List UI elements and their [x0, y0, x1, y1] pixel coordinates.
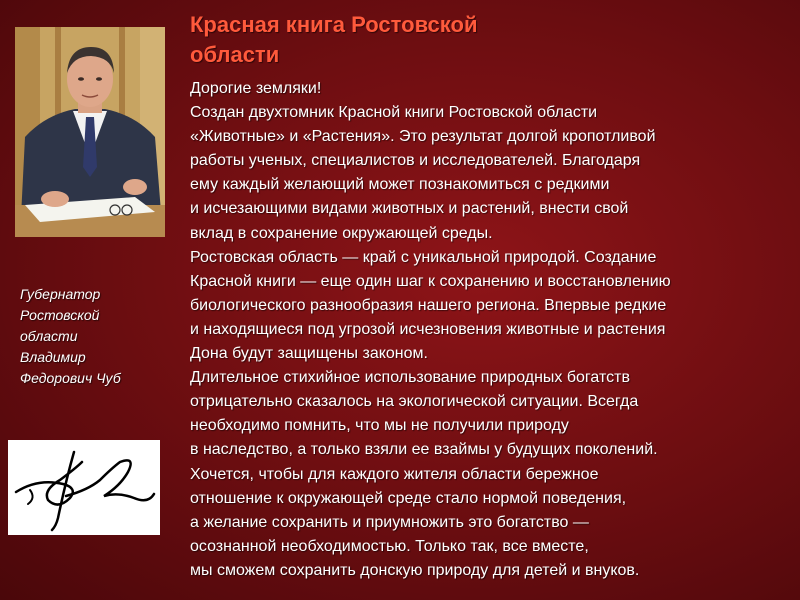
address-text: [190, 77, 790, 583]
title-line-2: области: [190, 42, 280, 67]
signature-image: [8, 440, 160, 535]
text-line: Хочется, чтобы для каждого жителя области бережное: [190, 465, 599, 483]
text-line: Длительное стихийное использование природных богатств: [190, 369, 630, 387]
governor-photo: [15, 27, 165, 237]
caption-line-4: Владимир: [20, 349, 86, 365]
caption-line-5: Федорович Чуб: [20, 370, 121, 386]
text-line: Создан двухтомник Красной книги Ростовской области: [190, 104, 598, 122]
text-line: и находящиеся под угрозой исчезновения животные и растения: [190, 320, 666, 338]
text-line: а желание сохранить и приумножить это богатство —: [190, 513, 589, 531]
text-line: вклад в сохранение окружающей среды.: [190, 224, 493, 242]
text-line: Ростовская область — край с уникальной природой. Создание: [190, 248, 657, 266]
text-line: в наследство, а только взяли ее взаймы у будущих поколений.: [190, 441, 658, 459]
slide-title: [190, 10, 610, 70]
text-line: и исчезающими видами животных и растений, внести свой: [190, 200, 629, 218]
text-line: отношение к окружающей среде стало нормой поведения,: [190, 489, 627, 507]
text-line: «Животные» и «Растения». Это результат долгой кропотливой: [190, 128, 656, 146]
text-line: необходимо помнить, что мы не получили природу: [190, 417, 569, 435]
text-line: мы сможем сохранить донскую природу для детей и внуков.: [190, 561, 640, 579]
caption-line-3: области: [20, 328, 78, 344]
text-line: Дорогие земляки!: [190, 80, 322, 97]
photo-caption: [20, 284, 170, 389]
text-line: ему каждый желающий может познакомиться с редкими: [190, 176, 610, 194]
text-line: работы ученых, специалистов и исследователей. Благодаря: [190, 152, 641, 170]
text-line: осознанной необходимостью. Только так, все вместе,: [190, 537, 589, 555]
caption-line-2: Ростовской: [20, 307, 100, 323]
text-line: Красной книги — еще один шаг к сохранению и восстановлению: [190, 272, 671, 290]
title-line-1: Красная книга Ростовской: [190, 12, 478, 37]
caption-line-1: Губернатор: [20, 286, 101, 302]
text-line: отрицательно сказалось на экологической ситуации. Всегда: [190, 393, 639, 411]
text-line: Дона будут защищены законом.: [190, 345, 428, 363]
text-line: биологического разнообразия нашего региона. Впервые редкие: [190, 296, 667, 314]
